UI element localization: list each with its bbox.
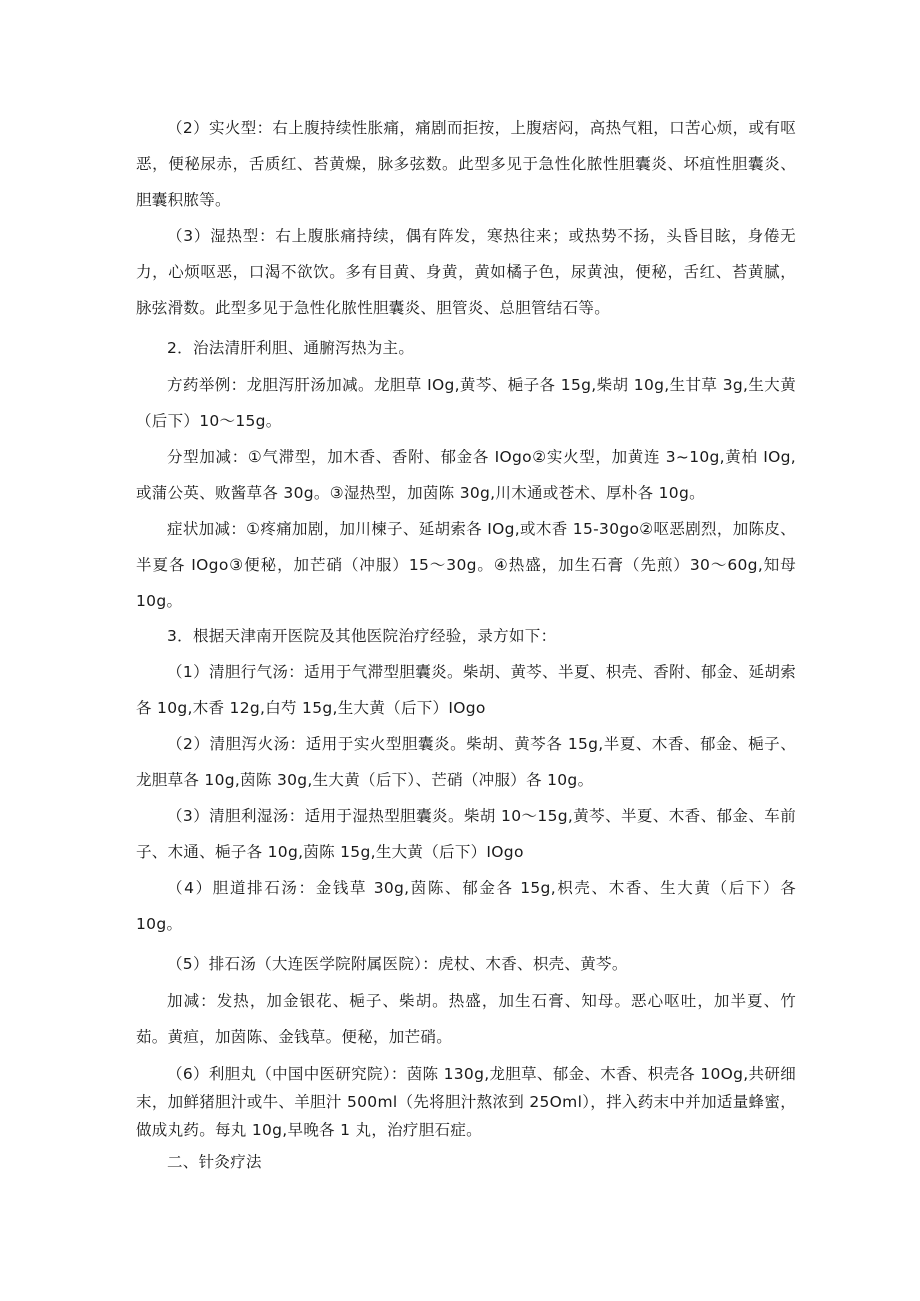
paragraph-tianjin-intro: 3．根据天津南开医院及其他医院治疗经验，录方如下： [167,627,557,645]
section-heading-acupuncture: 二、针灸疗法 [167,1153,262,1171]
paragraph-formula-3: （3）清胆利湿汤：适用于湿热型胆囊炎。柴胡 10～15g,黄芩、半夏、木香、郁金、车前子、木通、梔子各 10g,茵陈 15g,生大黄（后下）IOgo [136,807,796,861]
paragraph-formula-6: （6）利胆丸（中国中医研究院）：茵陈 130g,龙胆草、郁金、木香、枳壳各 10Og,共研细末，加鲜猪胆汁或牛、羊胆汁 500ml（先将胆汁熬浓到 25Oml），拌入药末中并加适量蜂蜜，做成丸药。每丸 10g,早晚各 1 丸，治疗胆石症。 [136,1065,796,1139]
paragraph-formula-1: （1）清胆行气汤：适用于气滞型胆囊炎。柴胡、黄芩、半夏、枳壳、香附、郁金、延胡索各 10g,木香 12g,白芍 15g,生大黄（后下）IOgo [136,663,796,717]
paragraph-treatment-principle: 2．治法清肝利胆、通腑泻热为主。 [167,339,415,357]
paragraph-shire-type: （3）湿热型：右上腹胀痛持续，偶有阵发，寒热往来；或热势不扬，头昏目眩，身倦无力，心烦呕恶，口渴不欲饮。多有目黄、身黄，黄如橘子色，尿黄浊，便秘，舌红、苔黄腻，脉弦滑数。此型多见于急性化脓性胆囊炎、胆管炎、总胆管结石等。 [136,227,796,317]
paragraph-type-modification: 分型加减：①气滞型，加木香、香附、郁金各 IOgo②实火型，加黄连 3~10g,黄柏 IOg,或蒲公英、败酱草各 30g。③湿热型，加茵陈 30g,川木通或苍术、厚朴各 10g。 [136,448,796,502]
paragraph-shihuo-type: （2）实火型：右上腹持续性胀痛，痛剧而拒按，上腹痞闷，高热气粗，口苦心烦，或有呕恶，便秘尿赤，舌质红、苔黄燥，脉多弦数。此型多见于急性化脓性胆囊炎、坏疽性胆囊炎、胆囊积脓等。 [136,119,796,209]
paragraph-symptom-modification: 症状加减：①疼痛加剧，加川楝子、延胡索各 IOg,或木香 15-30go②呕恶剧烈，加陈皮、半夏各 IOgo③便秘，加芒硝（冲服）15～30g。④热盛，加生石膏（先煎）30～60g,知母 10g。 [136,520,796,610]
paragraph-formula-2: （2）清胆泻火汤：适用于实火型胆囊炎。柴胡、黄芩各 15g,半夏、木香、郁金、梔子、龙胆草各 10g,茵陈 30g,生大黄（后下）、芒硝（冲服）各 10g。 [136,735,796,789]
paragraph-formula-5-modification: 加减：发热，加金银花、梔子、柴胡。热盛，加生石膏、知母。恶心呕吐，加半夏、竹茹。黄疸，加茵陈、金钱草。便秘，加芒硝。 [136,992,796,1046]
paragraph-prescription-example: 方药举例：龙胆泻肝汤加减。龙胆草 IOg,黄芩、梔子各 15g,柴胡 10g,生甘草 3g,生大黄（后下）10～15g。 [136,376,796,430]
paragraph-formula-5: （5）排石汤（大连医学院附属医院）：虎杖、木香、枳壳、黄芩。 [167,955,628,973]
paragraph-formula-4: （4）胆道排石汤：金钱草 30g,茵陈、郁金各 15g,枳壳、木香、生大黄（后下）各 10g。 [136,879,796,933]
